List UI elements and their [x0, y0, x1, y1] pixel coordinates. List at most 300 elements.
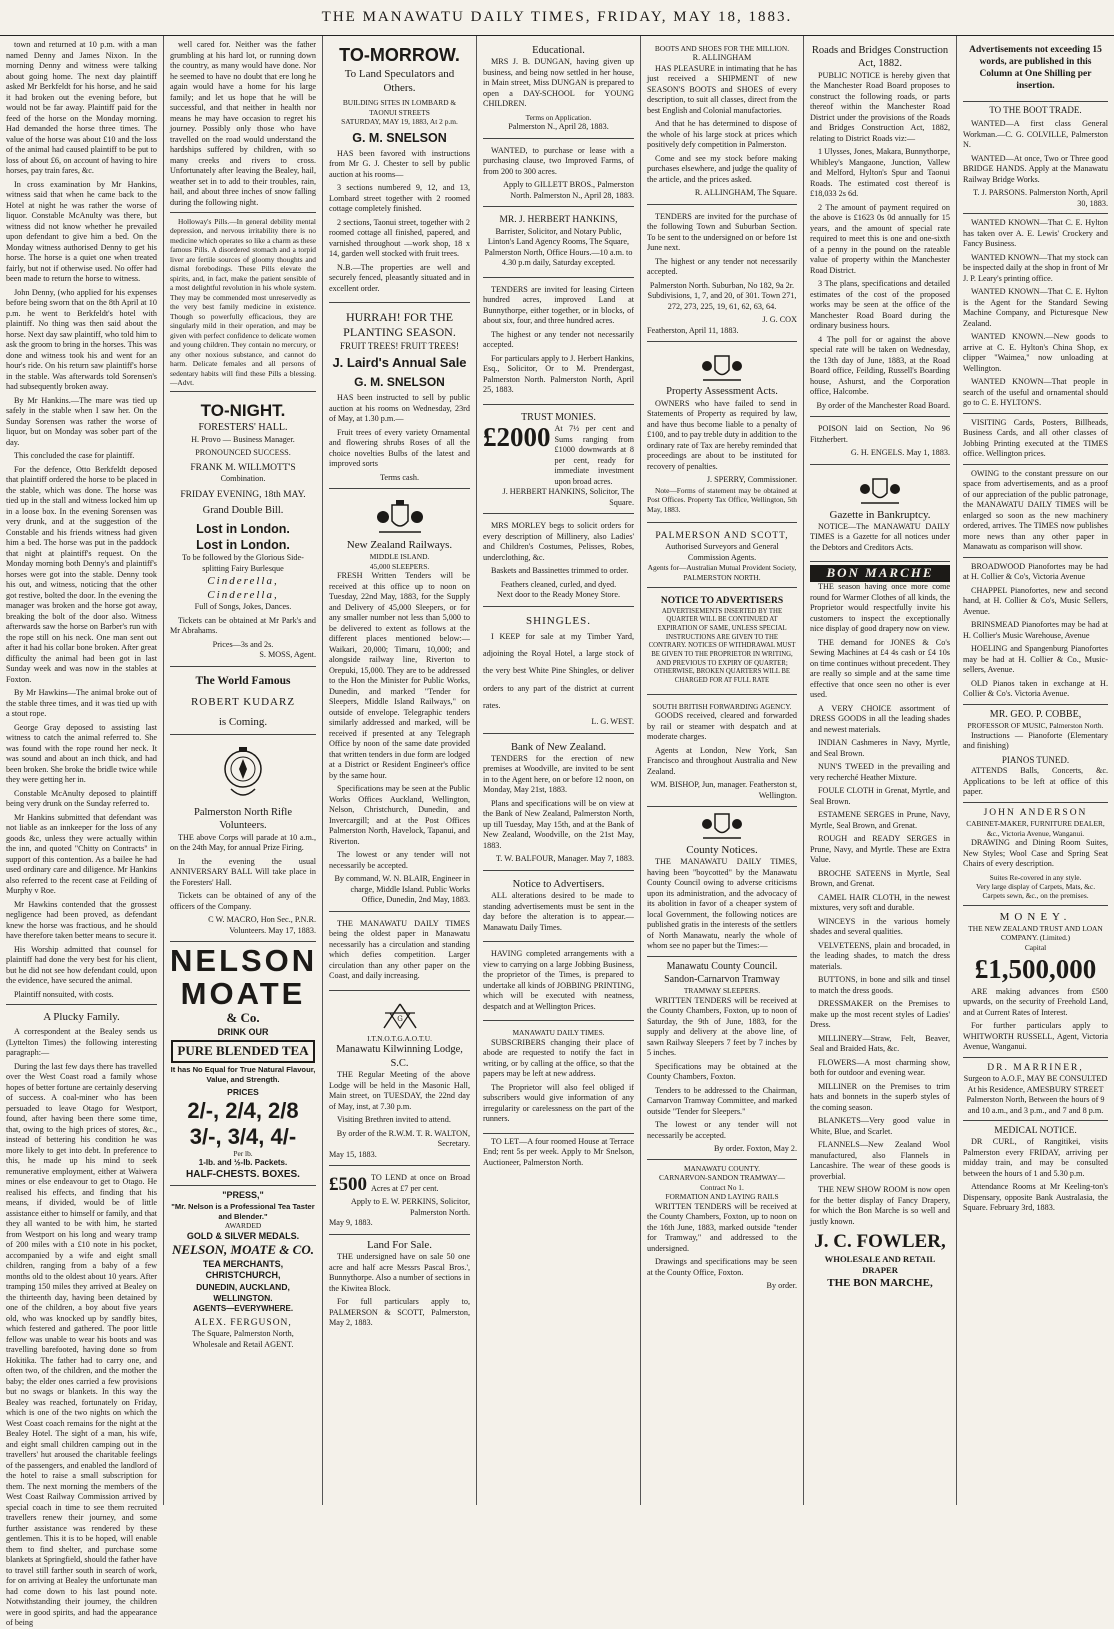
bm-milliner: MILLINER on the Premises to trim hats and bonnets in the superb styles of the coming season. — [810, 1081, 950, 1112]
company-name: NELSON, MOATE & CO. — [172, 1242, 314, 1258]
awarded-line: AWARDED — [224, 1221, 262, 1231]
roads-p1: PUBLIC NOTICE is hereby given that the Manchester Road Board proposes to construct the following roads, or parts thereof within the Manchester Road District under the provisions of the Roads and Bridges Construction Act, 1882, relating to District Roads viz:— — [810, 70, 950, 143]
boots-name: R. ALLINGHAM — [692, 53, 752, 63]
cobbe-name: MR. GEO. P. COBBE, — [989, 708, 1082, 720]
agent-signature: S. MOSS, Agent. — [259, 650, 316, 660]
wanted-p1: WANTED, to purchase or lease with a purchasing clause, two Improved Farms, of from 200 to 300 acres. — [483, 145, 634, 176]
performer-name: ROBERT KUDARZ — [190, 695, 296, 708]
known-3: WANTED KNOWN—That C. E. Hylton is the Agent for the Standard Sewing Machine Company, and Picturesque New Zealand. — [963, 287, 1108, 328]
sbf-p2: Agents at London, New York, San Francisco and throughout Australia and New Zealand. — [647, 745, 797, 776]
divider — [963, 802, 1108, 803]
marriner-name: DR. MARRINER, — [987, 1062, 1084, 1073]
county-p1: THE MANAWATU DAILY TIMES, having been "boycotted" by the Manawatu County Council owing to adverse criticisms upon its administration, and the advocacy of its abolition in favor of a cheaper system of local Government, the following notices are published gratis in the interests of the settlers of North Manawatu, nearly the whole of whom see no paper but the Times:— — [647, 857, 797, 951]
lodge-signature: By order of the R.W.M. T. R. WALTON, Secretary. — [336, 1128, 470, 1149]
railways-p3: The lowest or any tender will not necessarily be accepted. — [329, 850, 470, 870]
burlesque-title: Cinderella, — [207, 575, 279, 588]
pianos-tuned: PIANOS TUNED. — [1001, 754, 1070, 765]
notice-to-advertisers-ad — [647, 591, 797, 694]
roads-signature: By order of the Manchester Road Board. — [816, 400, 950, 410]
bank-p1: TENDERS for the erection of new premises at Woodville, are invited to be sent in to the Agent here, on or before 12 noon, on Monday, May 21st, 1883. — [483, 753, 634, 795]
roads-bridges-ad — [810, 40, 950, 417]
drink-line: DRINK OUR — [217, 1026, 269, 1037]
auction-lot-1: 3 sections numbered 9, 12, and 13, Lombard street together with 2 roomed cottage completely finished. — [329, 183, 470, 214]
prices-line: Prices—3s and 2s. — [212, 639, 274, 649]
palscott-heading: PALMERSON AND SCOTT, — [655, 531, 789, 542]
divider — [170, 1185, 316, 1186]
rifle-p3: Tickets can be obtained of any of the officers of the Company. — [170, 891, 316, 911]
court-report-p9: Constable McAnulty deposed to plaintiff being very drunk on the Sunday referred to. — [6, 788, 157, 808]
lodge-p1: THE Regular Meeting of the above Lodge will be held in the Masonic Hall, Main street, on TUESDAY, the 22nd day of May, inst, at 7.30 p.m. — [329, 1070, 470, 1111]
county-notices-section — [647, 810, 797, 1292]
edu-terms: Terms on Application. — [525, 112, 592, 122]
court-report-p6: For the defence, Otto Berkfeldt deposed that plaintiff ordered the horse to be placed in the stable, which was done. The horse was tied up in the stall and witness locked him up in a loose box. In the evening Sorensen was very drunk, and at the suggestion of the Constable and his friends witness had given him a bed. The horse was put in the paddock that night at plaintiff's request. On the Monday morning both Denny's and plaintiff's horses were got into the stable. Denny took his out, and witness, noticing that the other got restive, bolted the door. In the evening the manager was broken and the horse got away, breaking the bolt of the door also. Witness afterwards saw the horse on Barber's run with the rope still on his neck. One man sent out after it had his collar bone broken. After great difficulty the animal had been got in last Sunday week and was now in the stables at Foxton. — [6, 464, 157, 684]
play-title-repeat: Lost in London. — [196, 538, 290, 553]
wanted-1: WANTED—A first class General Workman.—C. G. COLVILLE, Palmerston N. — [963, 119, 1108, 150]
packets-line: 1-lb. and ½-lb. Packets. — [198, 1158, 288, 1168]
fruit-line: FRUIT TREES! FRUIT TREES! — [339, 340, 460, 351]
per-lb: Per lb. — [233, 1148, 253, 1158]
sleepers-p2: Specifications may be obtained at the County Chambers, Foxton. — [647, 1061, 797, 1082]
divider — [963, 464, 1108, 465]
auctioneer-name-2: G. M. SNELSON — [354, 374, 445, 389]
railways-signature: By command, W. N. BLAIR, Engineer in charge, Middle Island. Public Works Office, Dunedin, 2nd May, 1883. — [334, 874, 470, 905]
auctioneer-name: G. M. SNELSON — [352, 130, 447, 145]
bank-signature: T. W. BALFOUR, Manager. May 7, 1883. — [495, 854, 634, 864]
bm-flannels: FLANNELS—New Zealand Wool manufactured, also Flannels in Lancashire. The wear of these goods is proverbial. — [810, 1140, 950, 1181]
sleepers-order: By order. Foxton, May 2. — [713, 1144, 797, 1154]
article-continued: well cared for. Neither was the father grumbling at his hard lot, or running down the country, as many would have done. Nor he seemed to have no doubt that ere long he again would have a home for his large family; and let us hope that he will be successful, and that neither in health nor means he may have occasion to regret his journey. Possibly only those who have travelled on the road would understand the hardships suffered by children, with so many creeks and rivers to cross. Unfortunately after leaving the Bealey, hail, weather set in to add to their troubles, rain, hail, and about three inches of snow falling during the following night. — [170, 40, 316, 207]
divider — [647, 956, 797, 957]
court-report-p8: George Gray deposed to assisting last witness to catch the animal referred to. She was found with the rope round her neck. It was sound and about an inch thick, and had been broken. She broke the bridle twice while they were getting her in. — [6, 722, 157, 784]
cities-line: DUNEDIN, AUCKLAND, WELLINGTON. — [196, 1282, 290, 1303]
famous-line: The World Famous — [195, 674, 291, 687]
bank-heading: Bank of New Zealand. — [510, 741, 607, 753]
rifle-heading: Palmerston North Rifle Volunteers. — [194, 806, 292, 832]
divider — [963, 213, 1108, 214]
shingles-p1: I KEEP for sale at my Timber Yard, adjoining the Royal Hotel, a large stock of the very best White Pine Shingles, or deliver orders to any part of the district at current rates. — [483, 631, 634, 710]
moate-brand: MOATE — [180, 975, 306, 1011]
county-label: MANAWATU COUNTY. — [683, 1163, 761, 1173]
palmerson-scott-ad — [647, 526, 797, 588]
middle-island: MIDDLE ISLAND. — [369, 552, 430, 562]
capital-label: Capital — [1024, 942, 1047, 952]
rifle-signature: C W. MACRO, Hon Sec., P.N.R. Volunteers. May 17, 1883. — [208, 915, 316, 935]
court-report-p4: By Mr Hankins.—The mare was tied up safely in the stable when I saw her. On the Sunday Sorensen was rather the worse of liquor, but on Monday was sober part of the day. — [6, 395, 157, 447]
column-7 — [957, 36, 1114, 1505]
sbf-heading: SOUTH BRITISH FORWARDING AGENCY. — [652, 701, 792, 711]
loan-company: THE NEW ZEALAND TRUST AND LOAN COMPANY. (Limited.) — [968, 924, 1103, 943]
gazette-heading: Gazette in Bankruptcy. — [829, 508, 931, 521]
money-heading: MONEY. — [999, 910, 1072, 923]
loan-text: TO LEND at once on Broad Acres at £7 per cent. — [371, 1173, 470, 1193]
tickets-line: Tickets can be obtained at Mr Park's and Mr Abrahams. — [170, 615, 316, 636]
column-1 — [0, 36, 164, 1628]
hankins-name: MR. J. HERBERT HANKINS, — [499, 215, 618, 226]
bm-camel: CAMEL HAIR CLOTH, in the newest mixtures, very soft and durable. — [810, 892, 950, 913]
subscribers-heading: MANAWATU DAILY TIMES. — [512, 1028, 605, 1038]
anderson-p3: Very large display of Carpets, Mats, &c. — [975, 881, 1096, 891]
sbf-signature: WM. BISHOP, Jun, manager. Featherston st, Wellington. — [650, 780, 797, 800]
agent-name: ALEX. FERGUSON, — [194, 1317, 292, 1328]
anderson-p4: Carpets sewn, &c., on the premises. — [982, 891, 1089, 901]
coat-of-arms-icon — [647, 352, 797, 382]
sections-list: Palmerston North. Suburban, No 182, 9a 2r. Subdivisions, 1, 7, and 20, of 301. Town 271, 272, 273, 225, 19, 61, 62, 63, 64. — [647, 280, 797, 311]
sleepers-p4: The lowest or any tender will not necessarily be accepted. — [647, 1120, 797, 1140]
known-4: WANTED KNOWN.—New goods to arrive at C. E. Hylton's China Shop, ex clipper "Waimea," now unloading at Wellington. — [963, 332, 1108, 373]
property-signature: J. SPERRY, Commissioner. — [706, 475, 797, 485]
loan-p1: ARE making advances from £500 upwards, on the security of Freehold Land, and at Current Rates of Interest. — [963, 986, 1108, 1017]
city-christchurch: CHRISTCHURCH, — [205, 1270, 281, 1281]
nta-heading: NOTICE TO ADVERTISERS — [660, 596, 784, 607]
sections-p1: TENDERS are invited for the purchase of the following Town and Suburban Section. To be sent to the undersigned on or before 1st June next. — [647, 211, 797, 253]
forwarding-agency-ad — [647, 698, 797, 807]
piano-chappel: CHAPPEL Pianofortes, new and second hand, at H. Collier & Co's, Music Sellers, Avenue. — [963, 585, 1108, 616]
sleepers-p1: WRITTEN TENDERS will be received at the County Chambers, Foxton, up to noon of Saturday, the 9th of June, 1883, for the supply and delivery at the above line, of sawn Railway Sleepers 7 feet by 7 inches by 5 inches. — [647, 995, 797, 1058]
column-2 — [164, 36, 323, 1505]
holloway-ad: Holloway's Pills.—In general debility mental depression, and nervous irritability there is no medicine which operates so like a charm as these famous Pills. A disordered stomach and a torpid liver are fertile sources of gloomy thoughts and dismal forebodings. These Pills elevate the spirits, and, in fact, make the patient sensible of a most delightful revolution in his whole system. They may be commended most unreservedly as the very best family medicine in existence. Though so powerfully efficacious, they are singularly mild in their operation, and may be given with perfect confidence to delicate women and young children. They contain no mercury, or any other noxious substance, and cannot do harm. Delicate females and all persons of sedentary habits will find these Pills a blessing.—Advt. — [170, 217, 316, 387]
property-p1: OWNERS who have failed to send in Statements of Property as required by law, and have thus become liable to a penalty of £100, and to pay treble duty in addition to the ordinary rate of Tax are hereby reminded that proceedings are about to be instituted for recovery of penalties. — [647, 398, 797, 471]
capital-amount: £1,500,000 — [974, 954, 1097, 985]
subscribers-p2: The Proprietor will also feel obliged if subscribers would give information of any irregularity or carelessness on the part of the runners. — [483, 1082, 634, 1124]
snelson-auction-ad — [329, 40, 470, 303]
court-report-p13: Plaintiff nonsuited, with costs. — [14, 989, 114, 999]
bm-winceys: WINCEYS in the various homely shades and several qualities. — [810, 916, 950, 937]
boots-p2: And that he has determined to dispose of the whole of his large stock at prices which positively defy competition in Palmerston. — [647, 119, 797, 150]
to-let-p1: TO LET—A four roomed House at Terrace End; rent 5s per week. Apply to Mr Snelson, Auctioneer, Palmerston North. — [483, 1136, 634, 1167]
morley-p2: Baskets and Bassinettes trimmed to order. — [491, 566, 629, 576]
known-1: WANTED KNOWN—That C. E. Hylton has taken over A. E. Lewis' Crockery and Fancy Business. — [963, 218, 1108, 249]
bm-jones: THE demand for JONES & Co's Sewing Machines at £4 4s cash or £4 10s on time continues without precedent. They are really so simple and at the same time effective that once seen no other is ever used. — [810, 637, 950, 700]
svg-text:G: G — [396, 1014, 403, 1023]
lease-p2: The highest or any tender not necessarily accepted. — [483, 329, 634, 350]
piano-exchange: OLD Pianos taken in exchange at H. Collier & Co's. Victoria Avenue. — [963, 678, 1108, 699]
column-4 — [477, 36, 641, 1505]
terms-line: Terms cash. — [380, 472, 419, 482]
cobbe-attends: ATTENDS Balls, Concerts, &c. Applications to be left at office of this paper. — [963, 766, 1108, 797]
marriner-details: Surgeon to A.O.F., MAY BE CONSULTED At his Residence, AMESBURY STREET Palmerston North, Between the hours of 9 and 10 a.m., and 3 p.m., and 7 and 8 p.m. — [963, 1074, 1108, 1115]
coat-of-arms-icon — [647, 810, 797, 840]
loan-date: May 9, 1883. — [329, 1218, 373, 1228]
songs-line: Full of Songs, Jokes, Dances. — [194, 602, 292, 612]
palscott-p2: Agents for—Australian Mutual Provident Society, PALMERSTON NORTH. — [647, 563, 797, 582]
lodge-ad — [329, 994, 470, 1166]
palscott-p1: Authorised Surveyors and General Commission Agents. — [665, 542, 779, 562]
formation-p1: WRITTEN TENDERS will be received at the County Chambers, Foxton, up to noon on the 16th June, 1883, marked outside "tender for Tramway," and addressed to the undersigned. — [647, 1201, 797, 1253]
property-assessment-ad — [647, 345, 797, 523]
farms-wanted-ad — [483, 142, 634, 208]
medals-line: GOLD & SILVER MEDALS. — [186, 1230, 300, 1241]
educational-ad — [483, 40, 634, 139]
laird-p2: Fruit trees of every variety Ornamental and flowering shrubs Roses of all the choice novelties Bulbs of the latest and improved sorts — [329, 427, 470, 469]
jobbing-p1: HAVING completed arrangements with a view to carrying on a large Jobbing Business, the proprietor of the Times, is prepared to undertake all kinds of JOBBING PRINTING, which will be executed with neatness, despatch and at Wellington Prices. — [483, 949, 634, 1011]
edu-p1: MRS J. B. DUNGAN, having given up business, and being now settled in her house, in Main street, Miss DUNGAN is prepared to open a DAY-SCHOOL for YOUNG CHILDREN. — [483, 57, 634, 109]
bm-dressmaker: DRESSMAKER on the Premises to make up the most recent styles of Ladies' Dress. — [810, 999, 950, 1030]
masthead — [0, 0, 1114, 36]
trust-amount: £2000 — [483, 422, 551, 453]
sleepers-heading: TRAMWAY SLEEPERS. — [683, 986, 761, 996]
foresters-hall-ad — [170, 396, 316, 666]
anderson-name: JOHN ANDERSON — [983, 807, 1088, 818]
merchants-line: TEA MERCHANTS, — [202, 1258, 284, 1269]
boot-trade-heading: TO THE BOOT TRADE. — [989, 104, 1082, 115]
subscribers-ad — [483, 1024, 634, 1133]
anderson-title: CABINET-MAKER, FURNITURE DEALER, &c., Victoria Avenue, Wanganui. — [966, 819, 1105, 838]
jobbing-ad — [483, 945, 634, 1021]
bm-rough: ROUGH and READY SERGES in Prune, Navy, and Myrtle. These are Extra Value. — [810, 834, 950, 865]
agents-line: AGENTS—EVERYWHERE. — [192, 1303, 294, 1313]
gazette-ad — [810, 468, 950, 563]
sites-line: BUILDING SITES IN LOMBARD & TAONUI STREETS — [342, 98, 457, 117]
court-report-p10: Mr Hankins submitted that defendant was not liable as an innkeeper for the loss of any goods &c, unless they were actually within the inn, and quoted "Chitty on Contracts" in support of this contention. As a bailee he had used ordinary care and diligence. Mr Hankins also referred to the recent case at Feilding of Murphy v Roe. — [6, 812, 157, 895]
court-report-p5: This concluded the case for plaintiff. — [14, 451, 135, 460]
hankins-ad — [483, 210, 634, 277]
sleepers-line: 45,000 SLEEPERS. — [369, 561, 430, 571]
laird-p1: HAS been instructed to sell by public auction at his rooms on Wednesday, 23rd of May, at 1.30 p.m.— — [329, 393, 470, 424]
railways-p2: Specifications may be seen at the Public Works Offices Auckland, Wellington, Nelson, Christchurch, Dunedin, and Invercargill; and at the Post Offices Palmerston North, Havelock, Tapanui, and Riverton. — [329, 784, 470, 846]
sleepers-p3: Tenders to be addressed to the Chairman, Carnarvon Tramway Committee, and marked outside "Tender for Sleepers." — [647, 1085, 797, 1116]
visiting-cards: VISITING Cards, Posters, Billheads, Business Cards, and all other classes of Jobbing Printing executed at the TIMES office. Wellington prices. — [963, 417, 1108, 459]
laird-heading: J. Laird's Annual Sale — [332, 355, 467, 371]
kudarz-ad — [170, 670, 316, 735]
divider — [170, 212, 316, 213]
volunteers-crest-icon — [170, 745, 316, 803]
shingles-heading: SHINGLES. — [526, 614, 591, 627]
bank-ad — [483, 737, 634, 871]
county-heading: County Notices. — [686, 844, 758, 857]
lodge-heading: Manawatu Kilwinning Lodge, S.C. — [336, 1044, 463, 1069]
court-report-p1: town and returned at 10 p.m. with a man named Denny and James Nixon. In the morning Denny and witness were talking about going home. The next day plaintiff asked Mr Berkfeldt for his horse, and he said it had broken out the evening before, but would not be far away. Plaintiff paid for the feed of the horse on the Monday morning. Had demanded the horse three times. The value of the horse was about £10 and the loss of the animal had caused plaintiff to be put to loss of about £6, on account of having to hire horses, pay train fares, &c. — [6, 40, 157, 175]
nelson-moate-ad — [170, 945, 316, 1350]
divider — [963, 1057, 1108, 1058]
press-quote: "Mr. Nelson is a Professional Tea Taster and Blender." — [171, 1201, 315, 1221]
column-3 — [323, 36, 477, 1505]
wanted-2: WANTED—At once, Two or Three good BRIDGE HANDS. Apply at the Manawatu Railway Bridge Works. — [963, 153, 1108, 184]
poison-ad — [810, 420, 950, 465]
coat-of-arms-icon — [329, 499, 470, 535]
contract-heading: CARNARVON-SANDON TRAMWAY—Contract No 1. — [658, 1173, 786, 1192]
times-circulation-ad — [329, 915, 470, 991]
formation-p2: Drawings and specifications may be seen at the County Office, Foxton. — [647, 1257, 797, 1277]
lend-ad — [329, 1169, 470, 1235]
anderson-p2: Suites Re-covered in any style. — [989, 872, 1082, 882]
manager-line: H. Provo — Business Manager. — [191, 434, 295, 444]
divider — [170, 391, 316, 392]
curl-p2: Attendance Rooms at Mr Keeling-ton's Dispensary, opposite Bank Australasia, the Square. February 3rd, 1883. — [963, 1182, 1108, 1213]
subscribers-p1: SUBSCRIBERS changing their place of abode are requested to notify the fact in writing, or by calling at the office, so that the papers may be left at new address. — [483, 1037, 634, 1079]
loan-amount: £500 — [329, 1174, 367, 1196]
sbf-p1: GOODS received, cleared and forwarded by rail or steamer with despatch and at moderate charges. — [647, 711, 797, 742]
tonight-heading: TO-NIGHT. — [200, 401, 286, 421]
roads-item-4: 4 The poll for or against the above special rate will be taken on Wednesday, the 13th day of June, 1883, at the Road Board office, Feilding, Russell's Boarding house, Ashurst, and the Corporation office, Halcombe. — [810, 334, 950, 397]
shingles-ad — [483, 610, 634, 734]
poison-signature: G. H. ENGELS. May 1, 1883. — [850, 448, 950, 458]
bm-velveteens: VELVETEENS, plain and brocaded, in the leading shades, to match the dress materials. — [810, 940, 950, 971]
bm-showroom: THE NEW SHOW ROOM is now open for the better display of Fancy Drapery, for which the Bon Marche is so well and justly known. — [810, 1185, 950, 1226]
newspaper-columns — [0, 36, 1114, 1628]
bm-buttons: BUTTONS, in bone and silk and tinsel to match the dress goods. — [810, 975, 950, 995]
divider — [647, 1159, 797, 1160]
tramway-heading: Sandon-Carnarvon Tramway — [664, 973, 780, 985]
trust-text: At 7½ per cent and Sums ranging from £1000 downwards at 8 per cent, ready for immediate investment upon broad acres. — [554, 424, 634, 486]
land-heading: Land For Sale. — [366, 1238, 433, 1251]
bm-cashmeres: INDIAN Cashmeres in Navy, Myrtle, and Seal Brown. — [810, 738, 950, 758]
bm-broche: BROCHE SATEENS in Myrtle, Seal Brown, and Grenat. — [810, 868, 950, 889]
pure-tea-box: PURE BLENDED TEA — [171, 1040, 314, 1063]
lease-tenders-ad — [483, 281, 634, 405]
article-heading: A Plucky Family. — [43, 1011, 120, 1023]
railways-heading: New Zealand Railways. — [346, 539, 453, 552]
council-heading: Manawatu County Council. — [666, 960, 778, 972]
article-p1: A correspondent at the Bealey sends us (Lyttelton Times) the following interesting paragraph:— — [6, 1027, 157, 1058]
piano-brinsmead: BRINSMEAD Pianofortes may be had at H. Collier's Music Warehouse, Avenue — [963, 620, 1108, 640]
show-date: FRIDAY EVENING, 18th MAY. — [180, 489, 306, 500]
column-6 — [804, 36, 957, 1505]
divider — [963, 413, 1108, 414]
auction-date: SATURDAY, MAY 19, 1883, At 2 p.m. — [341, 117, 458, 127]
fowler-name: J. C. FOWLER, — [814, 1231, 946, 1253]
prices-heading: PRICES — [227, 1087, 259, 1098]
price-row-2: 3/-, 3/4, 4/- — [189, 1123, 297, 1149]
bm-intro: THE season having once more come round for Warmer Clothes of all kinds, the Proprietor would respectfully invite his customers to inspect the exceptionally nice display of good drapery now on view. — [810, 582, 950, 634]
morley-address: Next door to the Ready Money Store. — [496, 590, 621, 600]
price-row-1: 2/-, 2/4, 2/8 — [187, 1098, 299, 1124]
court-report-p2: In cross examination by Mr Hankins, witness said that when he came back to the Hotel at night he was rather the worse of liquor. Constable McAnulty was there, but witness did not know whether he prevailed upon defendant to give him a bed. On the Monday witness authorised Denny to get his horse. The horse is a quiet one when treated fairly, but not if otherwise used. No offer had been made to return the horse to witness. — [6, 179, 157, 283]
sections-tenders-ad — [647, 208, 797, 343]
bm-millinery: MILLINERY—Straw, Felt, Beaver, Seal and Braided Hats, &c. — [810, 1033, 950, 1054]
known-5: WANTED KNOWN—That people in search of the useful and ornamental should go to C. E. HYLTON'S. — [963, 377, 1108, 408]
property-note: Note—Forms of statement may be obtained at Post Offices. Property Tax Office, Wellington, 5th May, 1883. — [647, 485, 797, 514]
lodge-code: I.T.N.O.T.G.A.O.T.U. — [367, 1033, 432, 1043]
column-5 — [641, 36, 804, 1505]
divider — [6, 1004, 157, 1005]
formation-heading: FORMATION AND LAYING RAILS — [665, 1192, 779, 1202]
medical-heading: MEDICAL NOTICE. — [994, 1126, 1077, 1137]
wanted-apply: Apply to GILLETT BROS., Palmerston North. Palmerston N., April 28, 1883. — [503, 180, 634, 200]
equal-line: It has No Equal for True Natural Flavour, Value, and Strength. — [170, 1065, 316, 1084]
formation-order: By order. — [766, 1281, 797, 1291]
bm-blankets: BLANKETS—Very good value in White, Blue, and Scarlet. — [810, 1116, 950, 1136]
trust-monies-ad — [483, 408, 634, 515]
piano-broadwood: BROADWOOD Pianofortes may be had at H. Collier & Co's, Victoria Avenue — [963, 561, 1108, 582]
morley-ad — [483, 517, 634, 607]
notice-advertisers-ad — [483, 874, 634, 942]
to-let-ad — [483, 1137, 634, 1169]
roads-item-3: 3 The plans, specifications and detailed estimates of the cost of the proposed works may be seen at the office of the Manchester Road Board during the ordinary business hours. — [810, 279, 950, 331]
masonic-emblem-icon — [329, 1001, 470, 1031]
boots-p3: Come and see my stock before making purchases elsewhere, and judge the quality of the article, and the prices asked. — [647, 153, 797, 184]
lodge-p2: Visiting Brethren invited to attend. — [337, 1115, 451, 1125]
boots-heading: BOOTS AND SHOES FOR THE MILLION. — [654, 44, 790, 53]
divider — [963, 905, 1108, 906]
wanted-signature: T. J. PARSONS. Palmerston North, April 30, 1883. — [973, 188, 1108, 208]
piano-hoeling: HOELING and Spangenburg Pianofortes may be had at H. Collier & Co., Music-sellers, Avenue. — [963, 644, 1108, 675]
sections-p2: The highest or any tender not necessarily accepted. — [647, 256, 797, 277]
burlesque-line: To be followed by the Glorious Side-splitting Fairy Burlesque — [182, 553, 304, 573]
lodge-date: May 15, 1883. — [329, 1149, 377, 1159]
bm-foule: FOULE CLOTH in Grenat, Myrtle, and Seal Brown. — [810, 786, 950, 806]
roads-item-1: 1 Ulysses, Jones, Makara, Bunnythorpe, Whibley's Mangaone, Junction, Vallew and Melford, Hylton's Spur and Taonui Roads. The estimated cost thereof is £18,033 2s 6d. — [810, 147, 950, 199]
combo-label: Combination. — [220, 474, 266, 484]
divider — [963, 1120, 1108, 1121]
property-heading: Property Assessment Acts. — [666, 386, 778, 398]
article-p2: During the last few days there has travelled over the West Coast road a family whose hopes of better fortune are certainly deserving of success. A coal-miner who has been persuaded to leave Otago for Westport, found, after having been there some time, that, owing to the high prices of stores, &c., instead of bettering his condition he was more likely to get into debt. In preference to this, he made up his mind to seek remunerative employment, either at Waiwera mines or else endeavour to get to Otago. He realised his effects, and finding that his means, if divided, would be of little assistance either to himself or family, and that they all wanted to be with him, he started from Westport on his long and weary tramp of 200 miles with a £10 note in his pocket, accompanied by a wife and eight small children, ranging from a baby of a few months old to the oldest about 10 years. After tramping 150 miles they arrived at Bealey on the thirteenth day, having been detained by one of the children, a boy about five years old, who was knocked up by sandfly bites, which festered and gathered. The poor little fellow was unable to wear his boots and was travelling barefooted, having done so from Hokitika. The father had to carry one, and often two, of the children, and the mother the baby; the elder ones carried a few provisions but no swags or blankets. In this way the Bealey was reached, fortunately on Friday, which is one of the two nights on which the West Coast coach remains for the night at the Bealey Hotel. The sight of a man, his wife, and eight small children camping out in the travellers' hut aroused the charitable feelings of the passengers, and enabled the landlord of the hotel to raise a small subscription for them. The next morning the members of the West Coast Railway Commission arrived by special coach in time to see them recruited travellers renew their journey, and some further assistance was rendered by these gentlemen. This it is to be hoped, will enable them to find shelter, and purchase some blankets at Springfield, should the father have to travel still farther south in search of work, for on arriving at Bealey the unfortunate man had come down to his last pound note. Notwithstanding their journey, the children were in good spirits, and had the appearance of being — [6, 1061, 157, 1628]
co-line: & Co. — [226, 1010, 260, 1026]
auction-nb: N.B.—The properties are well and securely fenced, pleasantly situated and in excellent order. — [329, 262, 470, 293]
bm-serges: ESTAMENE SERGES in Prune, Navy, Myrtle, Seal Brown, and Grenat. — [810, 810, 950, 830]
coat-of-arms-icon — [810, 475, 950, 505]
cobbe-title: PROFESSOR OF MUSIC, Palmerston North. — [967, 721, 1104, 731]
lease-p1: TENDERS are invited for leasing Cirteen hundred acres, improved Land at Bunnythorpe, either together, or in blocks, of about six, four, and three hundred acres. — [483, 284, 634, 326]
rifle-p1: THE above Corps will parade at 10 a.m., on the 24th May, for annual Prize Firing. — [170, 832, 316, 853]
auction-p1: HAS been favored with instructions from Mr G. J. Chester to sell by public auction at his rooms— — [329, 148, 470, 179]
trust-heading: TRUST MONIES. — [521, 411, 596, 423]
cobbe-instructions: Instructions — Pianoforte (Elementary and finishing) — [963, 730, 1108, 751]
roads-heading: Roads and Bridges Construction Act, 1882. — [811, 45, 949, 70]
enlargement-notice: OWING to the constant pressure on our space from advertisements, and as a proof of our appreciation of the public patronage, the MANAWATU DAILY TIMES will be enlarged so soon as the new machinery ordered, arrives. The TIMES now publishes more news than any other paper in Manawatu as comparison will show. — [963, 468, 1108, 552]
court-report-p12: His Worship admitted that counsel for plaintiff had done the very best for his client, but he did not see how defendant could, upon the evidence, have secured the animal. — [6, 944, 157, 985]
boots-signature: R. ALLINGHAM, The Square. — [694, 188, 797, 198]
railways-p1: FRESH Written Tenders will be received at this office up to noon on Tuesday, 22nd May, 1883, for the Supply and Delivery of 45,000 Sleepers, or for any smaller number not less than 5,000 to be delivered to extent as follows at the different places mentioned below:—Waikari, 20,000; Timaru, 10,000; and alongside railway line, Riverton to Orepuki, 15,000. They are to be addressed to the Hon the Minister for Public Works, Dunedin, and marked "Tender for Sleepers, Middle Island Railways," on outside of envelope. Telegraphic tenders similarly addressed and marked, will be received if presented at any Telegraph Office by noon of the same date provided that written tenders in due form are lodged at a District or Resident Engineer's office by the same hour. — [329, 571, 470, 780]
land-p1: THE undersigned have on sale 50 one acre and half acre Messrs Pascal Bros.', Bunnythorpe. Also a number of sections in the Kiwitea Block. — [329, 1252, 470, 1293]
burlesque-title-repeat: Cinderella, — [207, 589, 279, 602]
bon-marche-ad — [810, 565, 950, 1290]
speculators-line: To Land Speculators and Others. — [344, 68, 455, 95]
boots-ad — [647, 40, 797, 205]
agent-role: Wholesale and Retail AGENT. — [192, 1339, 294, 1349]
poison-p1: POISON laid on Section, No 96 Fitzherbert. — [810, 424, 950, 444]
agent-address: The Square, Palmerston North, — [192, 1329, 294, 1339]
fowler-role: WHOLESALE AND RETAIL DRAPER — [824, 1254, 936, 1276]
sections-signature: J. G. COX — [762, 315, 797, 325]
fowler-shop: THE BON MARCHE, — [827, 1277, 933, 1290]
auction-lot-2: 2 sections, Taonui street, together with 2 roomed cottage all finished, papered, and varnished throughout —work shop, 18 x 14, garden well stocked with fruit trees. — [329, 217, 470, 259]
bm-flowers: FLOWERS—A most charming show, both for outdoor and evening wear. — [810, 1057, 950, 1078]
halfchests-line: HALF-CHESTS. BOXES. — [186, 1168, 300, 1180]
loan-p2: For further particulars apply to WHITWORTH RUSSELL, Agent, Victoria Avenue, Wanganui. — [963, 1021, 1108, 1052]
nta-body: ADVERTISEMENTS INSERTED BY THE QUARTER WILL BE CONTINUED AT EXPIRATION OF SAME, UNLESS SPECIAL INSTRUCTIONS ARE GIVEN TO THE CONTRARY. NOTICES OF WITHDRAWAL MUST BE GIVEN TO THE PROPRIETOR IN WRITING, AND PREVIOUS TO EXPIRY OF QUARTER; OTHERWISE, BROKEN QUARTERS WILL BE CHARGED FOR AT FULL RATE — [648, 607, 796, 685]
newspaper-title: THE MANAWATU DAILY TIMES, FRIDAY, MAY 18, 1883. — [321, 9, 793, 25]
court-report-p3: John Denny, (who applied for his expenses before being sworn that on the 8th April at 10 p.m. he went to Berkfeldt's hotel with plaintiff. No thing was then said about the horse. Next day saw plaintiff, who told him to ask the groom to bring in the horses. This was done and witness took his and went for an hour's ride. On his return saw plaintiff's horse in the stable. Was afterwards told Sorensen's had subsequently broken away. — [6, 287, 157, 391]
bank-p2: Plans and specifications will be on view at the Bank of New Zealand, Palmerston North, up till Tuesday, May 15th, and at the Bank of New Zealand, Woodville, on the 21st May, 1883. — [483, 798, 634, 850]
lease-p3: For particulars apply to J. Herbert Hankins, Esq., Solicitor, Or to M. Prendergast, Palmerston North. Palmerston North, April 25, 1883. — [483, 353, 634, 395]
court-report-p11: Mr Hawkins contended that the grossest negligence had been proved, as defendant knew the horse was fractious, and he should have therefore taken better means to secure it. — [6, 899, 157, 940]
hankins-details: Barrister, Solicitor, and Notary Public, Linton's Land Agency Rooms, The Square, Palmerston North, Office Hours.—10 a.m. to 4.30 p.m daily, Saturday excepted. — [484, 226, 633, 268]
railways-ad — [329, 492, 470, 912]
bon-marche-banner: BON MARCHE — [810, 565, 950, 582]
tomorrow-heading: TO-MORROW. — [339, 45, 460, 65]
roads-item-2: 2 The amount of payment required on the above is £1623 0s 0d annually for 15 years, and the amount of special rate required to meet this is one and one-sixth of a penny in the pound on the rateable value of property within the Manchester Road District. — [810, 202, 950, 275]
land-p2: For full particulars apply to, PALMERSON & SCOTT, Palmerston, May 2, 1883. — [329, 1297, 470, 1328]
play-title: Lost in London. — [196, 522, 290, 537]
curl-p1: DR CURL, of Rangitikei, visits Palmerston every FRIDAY, arriving per midday train, and may be consulted between the hours of 1 and 5.30 p.m. — [963, 1137, 1108, 1178]
divider — [963, 557, 1108, 558]
circulation-notice: THE MANAWATU DAILY TIMES being the oldest paper in Manawatu necessarily has a circulation and standing which defies competition. Larger circulation than any other paper on the Coast, and daily increasing. — [329, 918, 470, 981]
land-sale-ad — [329, 1238, 470, 1329]
trust-signature: J. HERBERT HANKINS, Solicitor, The Square. — [502, 487, 634, 507]
anderson-p1: DRAWING and Dining Room Suites, New Styles; Wool Case and Spring Seat Chairs of every description. — [963, 838, 1108, 869]
morley-p1: MRS MORLEY begs to solicit orders for every description of Millinery, also Ladies' and Children's Costumes, Pelisses, Robes, underclothing, &c. — [483, 521, 634, 562]
morley-feathers: Feathers cleaned, curled, and dyed. — [500, 579, 617, 589]
double-bill: Grand Double Bill. — [202, 504, 284, 516]
gazette-p1: NOTICE—The MANAWATU DAILY TIMES is a Gazette for all notices under the Debtors and Creditors Acts. — [810, 521, 950, 552]
rifle-p2: In the evening the usual ANNIVERSARY BALL Will take place in the Foresters' Hall. — [170, 856, 316, 887]
bm-choice: A VERY CHOICE assortment of DRESS GOODS in all the leading shades and newest materials. — [810, 703, 950, 734]
coming-line: is Coming. — [218, 715, 268, 728]
notice-heading: Notice to Advertisers. — [512, 878, 605, 890]
hall-name: FORESTERS' HALL. — [198, 422, 288, 434]
nelson-brand: NELSON — [170, 943, 318, 979]
laird-sale-ad — [329, 306, 470, 489]
